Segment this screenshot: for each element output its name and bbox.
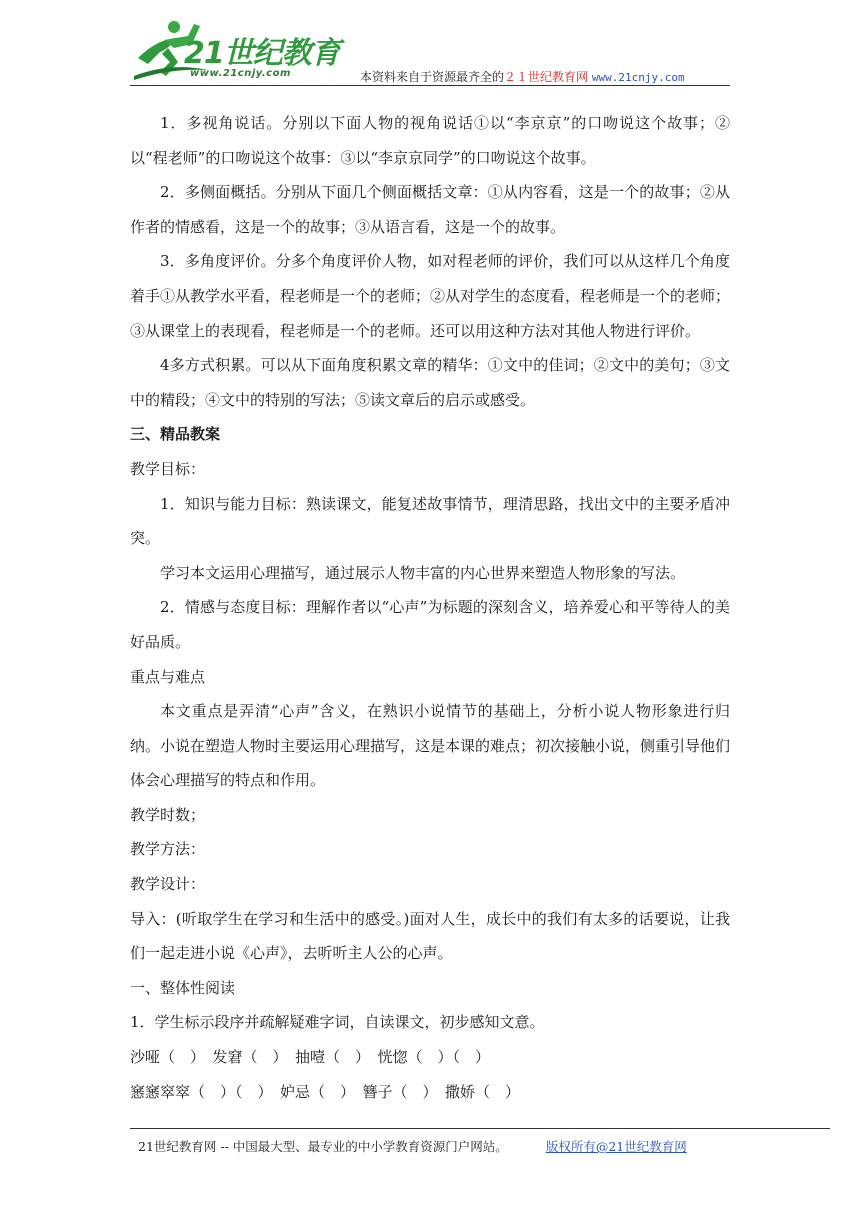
site-logo[interactable] [130,18,340,84]
source-url-link[interactable]: www.21cnjy.com [591,71,685,84]
section-heading: 三、精品教案 [130,425,221,444]
paragraph-multi-perspective: 1．多视角说话。分别以下面人物的视角说话①以“李京京”的口吻说这个故事；②以“程老师”的口吻说这个故事：③以“李京京同学”的口吻说这个故事。 [130,114,730,167]
page-footer [138,1137,687,1155]
header-divider [130,85,730,86]
footer-copyright-link[interactable]: 版权所有@21世纪教育网 [545,1139,687,1154]
teaching-methods: 教学方法： [130,840,206,859]
footer-divider [130,1128,830,1129]
goal-knowledge: 1．知识与能力目标：熟读课文，能复述故事情节，理清思路，找出文中的主要矛盾冲突。 [130,494,730,548]
source-prefix: 本资料来自于资源最齐全的 [360,70,505,84]
header-source-line [360,68,685,85]
overall-reading-heading: 一、整体性阅读 [130,978,236,997]
logo-text: 21世纪教育 [184,36,340,71]
step-one: 1．学生标示段序并疏解疑难字词，自读课文，初步感知文意。 [130,1013,545,1032]
document-body [130,106,730,1109]
logo-url: www.21cnjy.com [190,68,291,79]
introduction: 导入：(听取学生在学习和生活中的感受。)面对人生，成长中的我们有太多的话要说，让我们一起走进小说《心声》，去听听主人公的心声。 [130,909,730,963]
goal-emotion: 2．情感与态度目标：理解作者以“心声”为标题的深刻含义，培养爱心和平等待人的美好品质。 [130,598,730,651]
footer-description: 21世纪教育网 -- 中国最大型、最专业的中小学教育资源门户网站。 [138,1139,508,1154]
teaching-hours: 教学时数； [130,805,206,824]
teaching-design: 教学设计： [130,875,206,894]
key-points-text: 本文重点是弄清“心声”含义，在熟识小说情节的基础上，分析小说人物形象进行归纳。小说在塑造人物时主要运用心理描写，这是本课的难点；初次接触小说，侧重引导他们体会心理描写的特点和作用。 [130,702,731,790]
page-header [130,18,730,86]
source-site-link[interactable]: ２１世纪教育网 [504,70,589,84]
teaching-goals-heading: 教学目标： [130,459,206,478]
paragraph-accumulation: 4多方式积累。可以从下面角度积累文章的精华：①文中的佳词；②文中的美句；③文中的精段；④文中的特别的写法；⑤读文章后的启示或感受。 [130,356,730,409]
paragraph-multi-angle: 3．多角度评价。分多个角度评价人物，如对程老师的评价，我们可以从这样几个角度着手①从教学水平看，程老师是一个的老师；②从对学生的态度看，程老师是一个的老师；③从课堂上的表现看，程老师是一个的老师。还可以用这种方法对其他人物进行评价。 [130,252,731,340]
key-points-heading: 重点与难点 [130,667,206,686]
paragraph-multi-aspect: 2．多侧面概括。分别从下面几个侧面概括文章：①从内容看，这是一个的故事；②从作者的情感看，这是一个的故事；③从语言看，这是一个的故事。 [130,183,730,236]
goal-method: 学习本文运用心理描写，通过展示人物丰富的内心世界来塑造人物形象的写法。 [160,563,686,582]
vocab-line-1: 沙哑（ ） 发窘（ ） 抽噎（ ） 恍惚（ ）（ ） [130,1048,491,1067]
vocab-line-2: 窸窸窣窣（ ）（ ） 妒忌（ ） 簪子（ ） 撒娇（ ） [130,1082,521,1101]
